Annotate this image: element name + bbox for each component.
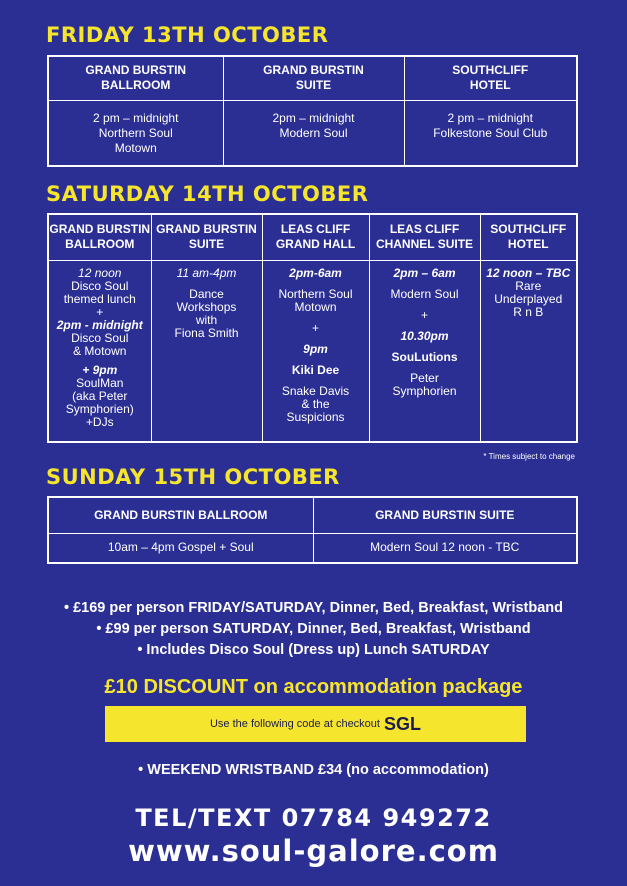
saturday-schedule-table	[47, 213, 578, 443]
saturday-cell-suite: 11 am-4pm Dance Workshops with Fiona Smith	[151, 260, 262, 442]
friday-header-suite: GRAND BURSTIN SUITE	[223, 56, 404, 100]
friday-schedule-table	[47, 55, 578, 167]
sunday-cell-suite: Modern Soul 12 noon - TBC	[313, 533, 577, 563]
saturday-header-suite: GRAND BURSTIN SUITE	[151, 214, 262, 260]
saturday-cell-channel-suite: 2pm – 6am Modern Soul + 10.30pm SouLutions Peter Symphorien	[369, 260, 480, 442]
friday-cell-ballroom: 2 pm – midnight Northern Soul Motown	[48, 100, 223, 166]
pricing-line-saturday: • £99 per person SATURDAY, Dinner, Bed, Breakfast, Wristband	[96, 621, 531, 637]
pricing-line-friday-saturday: • £169 per person FRIDAY/SATURDAY, Dinner, Bed, Breakfast, Wristband	[63, 600, 564, 616]
pricing-line-lunch: • Includes Disco Soul (Dress up) Lunch SATURDAY	[137, 642, 490, 658]
saturday-cell-grand-hall: 2pm-6am Northern Soul Motown + 9pm Kiki Dee Snake Davis & the Suspicions	[262, 260, 369, 442]
times-note: * Times subject to change	[483, 452, 575, 461]
saturday-header-southcliff: SOUTHCLIFF HOTEL	[480, 214, 577, 260]
sunday-header-ballroom: GRAND BURSTIN BALLROOM	[48, 497, 313, 533]
friday-header-southcliff: SOUTHCLIFF HOTEL	[404, 56, 577, 100]
saturday-header-ballroom: GRAND BURSTIN BALLROOM	[48, 214, 151, 260]
wristband-price: • WEEKEND WRISTBAND £34 (no accommodation)	[138, 762, 489, 778]
saturday-cell-southcliff: 12 noon – TBC Rare Underplayed R n B	[480, 260, 577, 442]
discount-code-prompt: Use the following code at checkout	[209, 718, 380, 730]
discount-headline: £10 DISCOUNT on accommodation package	[104, 676, 523, 698]
friday-title: FRIDAY 13TH OCTOBER	[46, 23, 329, 47]
contact-website: www.soul-galore.com	[128, 834, 499, 868]
sunday-schedule-table	[47, 496, 578, 564]
sunday-title: SUNDAY 15TH OCTOBER	[46, 465, 340, 489]
saturday-cell-ballroom: 12 noon Disco Soul themed lunch + 2pm - midnight Disco Soul & Motown + 9pm SoulMan (aka Peter Symphorien) +DJs	[48, 260, 151, 442]
sunday-header-suite: GRAND BURSTIN SUITE	[313, 497, 577, 533]
friday-cell-suite: 2pm – midnight Modern Soul	[223, 100, 404, 166]
friday-header-ballroom: GRAND BURSTIN BALLROOM	[48, 56, 223, 100]
saturday-header-grand-hall: LEAS CLIFF GRAND HALL	[262, 214, 369, 260]
pricing-list	[0, 598, 627, 661]
saturday-title: SATURDAY 14TH OCTOBER	[46, 182, 369, 206]
discount-code-box	[105, 706, 526, 742]
contact-phone: TEL/TEXT 07784 949272	[135, 804, 492, 832]
friday-cell-southcliff: 2 pm – midnight Folkestone Soul Club	[404, 100, 577, 166]
saturday-header-channel-suite: LEAS CLIFF CHANNEL SUITE	[369, 214, 480, 260]
sunday-cell-ballroom: 10am – 4pm Gospel + Soul	[48, 533, 313, 563]
discount-code: SGL	[383, 713, 421, 734]
